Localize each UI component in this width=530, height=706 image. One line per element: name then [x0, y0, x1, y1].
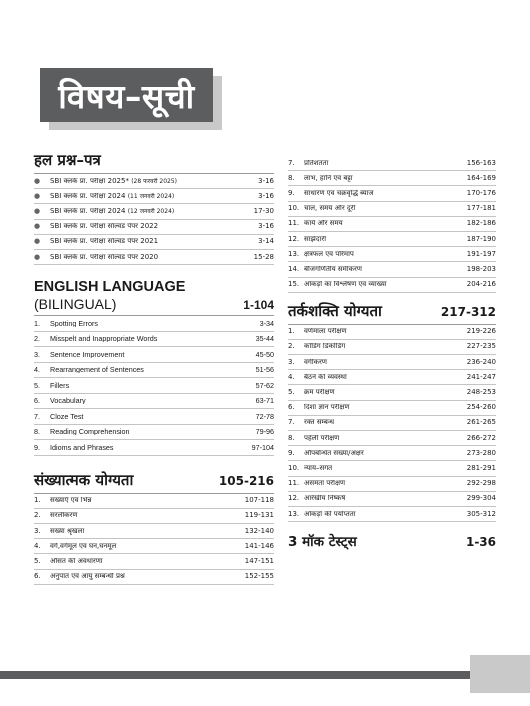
toc-entry[interactable]: 4. Rearrangement of Sentences 51-56	[34, 363, 274, 379]
mock-tests-heading[interactable]: 3 मॉक टेस्ट्स 1-36	[288, 534, 496, 551]
toc-entry[interactable]: ● SBI क्लर्क प्रा. परीक्षा 2024 (12 जनवरी 2024) 17-30	[34, 204, 274, 219]
toc-entry[interactable]: 5. Fillers 57-62	[34, 378, 274, 394]
toc-entry[interactable]: 3. Sentence Improvement 45-50	[34, 347, 274, 363]
right-column	[288, 156, 496, 550]
toc-entry[interactable]: 8. लाभ, हानि एवं बट्टा 164-169	[288, 171, 496, 186]
bullet-icon: ●	[34, 222, 41, 231]
toc-entry[interactable]: 4. बैठने की व्यवस्था 241-247	[288, 370, 496, 385]
toc-entry[interactable]: 3. वर्गीकरण 236-240	[288, 355, 496, 370]
toc-entry[interactable]: 5. औसत की अवधारणा 147-151	[34, 554, 274, 569]
english-heading: ENGLISH LANGUAGE	[34, 279, 186, 296]
toc-entry[interactable]: 10. चाल, समय और दूरी 177-181	[288, 202, 496, 217]
toc-entry[interactable]: 9. Idioms and Phrases 97-104	[34, 440, 274, 456]
page-range: 17-30	[253, 206, 274, 215]
toc-entry[interactable]: 13. आँकड़ों की पर्याप्तता 305-312	[288, 507, 496, 522]
section-range: 1-104	[243, 298, 274, 313]
toc-entry[interactable]: 9. साधारण एवं चक्रवृद्धि ब्याज 170-176	[288, 186, 496, 201]
solved-papers-heading: हल प्रश्न–पत्र	[34, 150, 274, 174]
bullet-icon: ●	[34, 191, 41, 200]
quant-heading: संख्यात्मक योग्यता 105-216	[34, 470, 274, 494]
toc-entry[interactable]: 9. औपबन्धित संख्या/अक्षर 273-280	[288, 446, 496, 461]
toc-entry[interactable]: 6. अनुपात एवं आयु सम्बन्धी प्रश्न 152-155	[34, 570, 274, 585]
toc-entry[interactable]: 10. न्याय–संगत 281-291	[288, 461, 496, 476]
quant-list-part2	[288, 156, 496, 293]
toc-entry[interactable]: 11. असमता परीक्षण 292-298	[288, 477, 496, 492]
page-range: 3-16	[258, 191, 274, 200]
toc-entry[interactable]: 15. आँकड़ों का विश्लेषण एवं व्याख्या 204-216	[288, 278, 496, 293]
page-range: 3-16	[258, 176, 274, 185]
toc-entry[interactable]: ● SBI क्लर्क प्रा. परीक्षा सॉल्वड पेपर 2022 3-16	[34, 220, 274, 235]
toc-entry[interactable]: 7. रक्त सम्बन्ध 261-265	[288, 416, 496, 431]
toc-entry[interactable]: 8. पहेली परीक्षण 266-272	[288, 431, 496, 446]
toc-entry[interactable]: 1. संख्याएँ एवं भिन्न 107-118	[34, 494, 274, 509]
page-range: 3-16	[258, 222, 274, 231]
page-range: 15-28	[253, 252, 274, 261]
bullet-icon: ●	[34, 237, 41, 246]
toc-entry[interactable]: 7. Cloze Test 72-78	[34, 409, 274, 425]
english-subheading: (BILINGUAL) 1-104	[34, 296, 274, 316]
reasoning-list	[288, 325, 496, 522]
toc-entry[interactable]: ● SBI क्लर्क प्रा. परीक्षा 2024 (11 जनवरी 2024) 3-16	[34, 189, 274, 204]
bullet-icon: ●	[34, 176, 41, 185]
toc-entry[interactable]: ● SBI क्लर्क प्रा. परीक्षा सॉल्वड पेपर 2020 15-28	[34, 250, 274, 265]
toc-entry[interactable]: 6. Vocabulary 63-71	[34, 394, 274, 410]
toc-entry[interactable]: 12. आरेखीय निष्कर्ष 299-304	[288, 492, 496, 507]
page-title: विषय–सूची	[40, 68, 213, 122]
toc-entry[interactable]: 1. वर्णमाला परीक्षण 219-226	[288, 325, 496, 340]
footer-bar	[0, 671, 470, 679]
bullet-icon: ●	[34, 206, 41, 215]
toc-entry[interactable]: ● SBI क्लर्क प्रा. परीक्षा 2025* (28 फरवरी 2025) 3-16	[34, 174, 274, 189]
toc-entry[interactable]: 1. Spotting Errors 3-34	[34, 316, 274, 332]
solved-papers-list	[34, 174, 274, 265]
toc-entry[interactable]: 2. Misspelt and Inappropriate Words 35-44	[34, 332, 274, 348]
toc-entry[interactable]: 3. संख्या श्रृंखला 132-140	[34, 524, 274, 539]
toc-entry[interactable]: 2. कोडिंग डिकोडिंग 227-235	[288, 340, 496, 355]
section-range: 105-216	[218, 473, 274, 488]
section-range: 217-312	[440, 304, 496, 319]
toc-entry[interactable]: 5. क्रम परीक्षण 248-253	[288, 385, 496, 400]
toc-entry[interactable]: 7. प्रतिशतता 156-163	[288, 156, 496, 171]
toc-entry[interactable]: 8. Reading Comprehension 79-96	[34, 425, 274, 441]
toc-entry[interactable]: 12. साझेदारी 187-190	[288, 232, 496, 247]
toc-entry[interactable]: ● SBI क्लर्क प्रा. परीक्षा सॉल्वड पेपर 2021 3-14	[34, 235, 274, 250]
footer-tab	[470, 655, 530, 693]
section-range: 1-36	[465, 535, 496, 550]
toc-entry[interactable]: 11. कार्य और समय 182-186	[288, 217, 496, 232]
toc-entry[interactable]: 4. वर्ग,वर्गमूल एवं घन,घनमूल 141-146	[34, 539, 274, 554]
toc-entry[interactable]: 13. क्षेत्रफल एवं परिमाप 191-197	[288, 247, 496, 262]
toc-entry[interactable]: 6. दिशा ज्ञान परीक्षण 254-260	[288, 401, 496, 416]
english-list	[34, 316, 274, 456]
toc-entry[interactable]: 14. बीजगणितीय समीकरण 198-203	[288, 262, 496, 277]
reasoning-heading: तर्कशक्ति योग्यता 217-312	[288, 301, 496, 325]
left-column	[34, 150, 274, 585]
quant-list-part1	[34, 494, 274, 585]
bullet-icon: ●	[34, 252, 41, 261]
page-range: 3-14	[258, 237, 274, 246]
toc-entry[interactable]: 2. सरलीकरण 119-131	[34, 509, 274, 524]
